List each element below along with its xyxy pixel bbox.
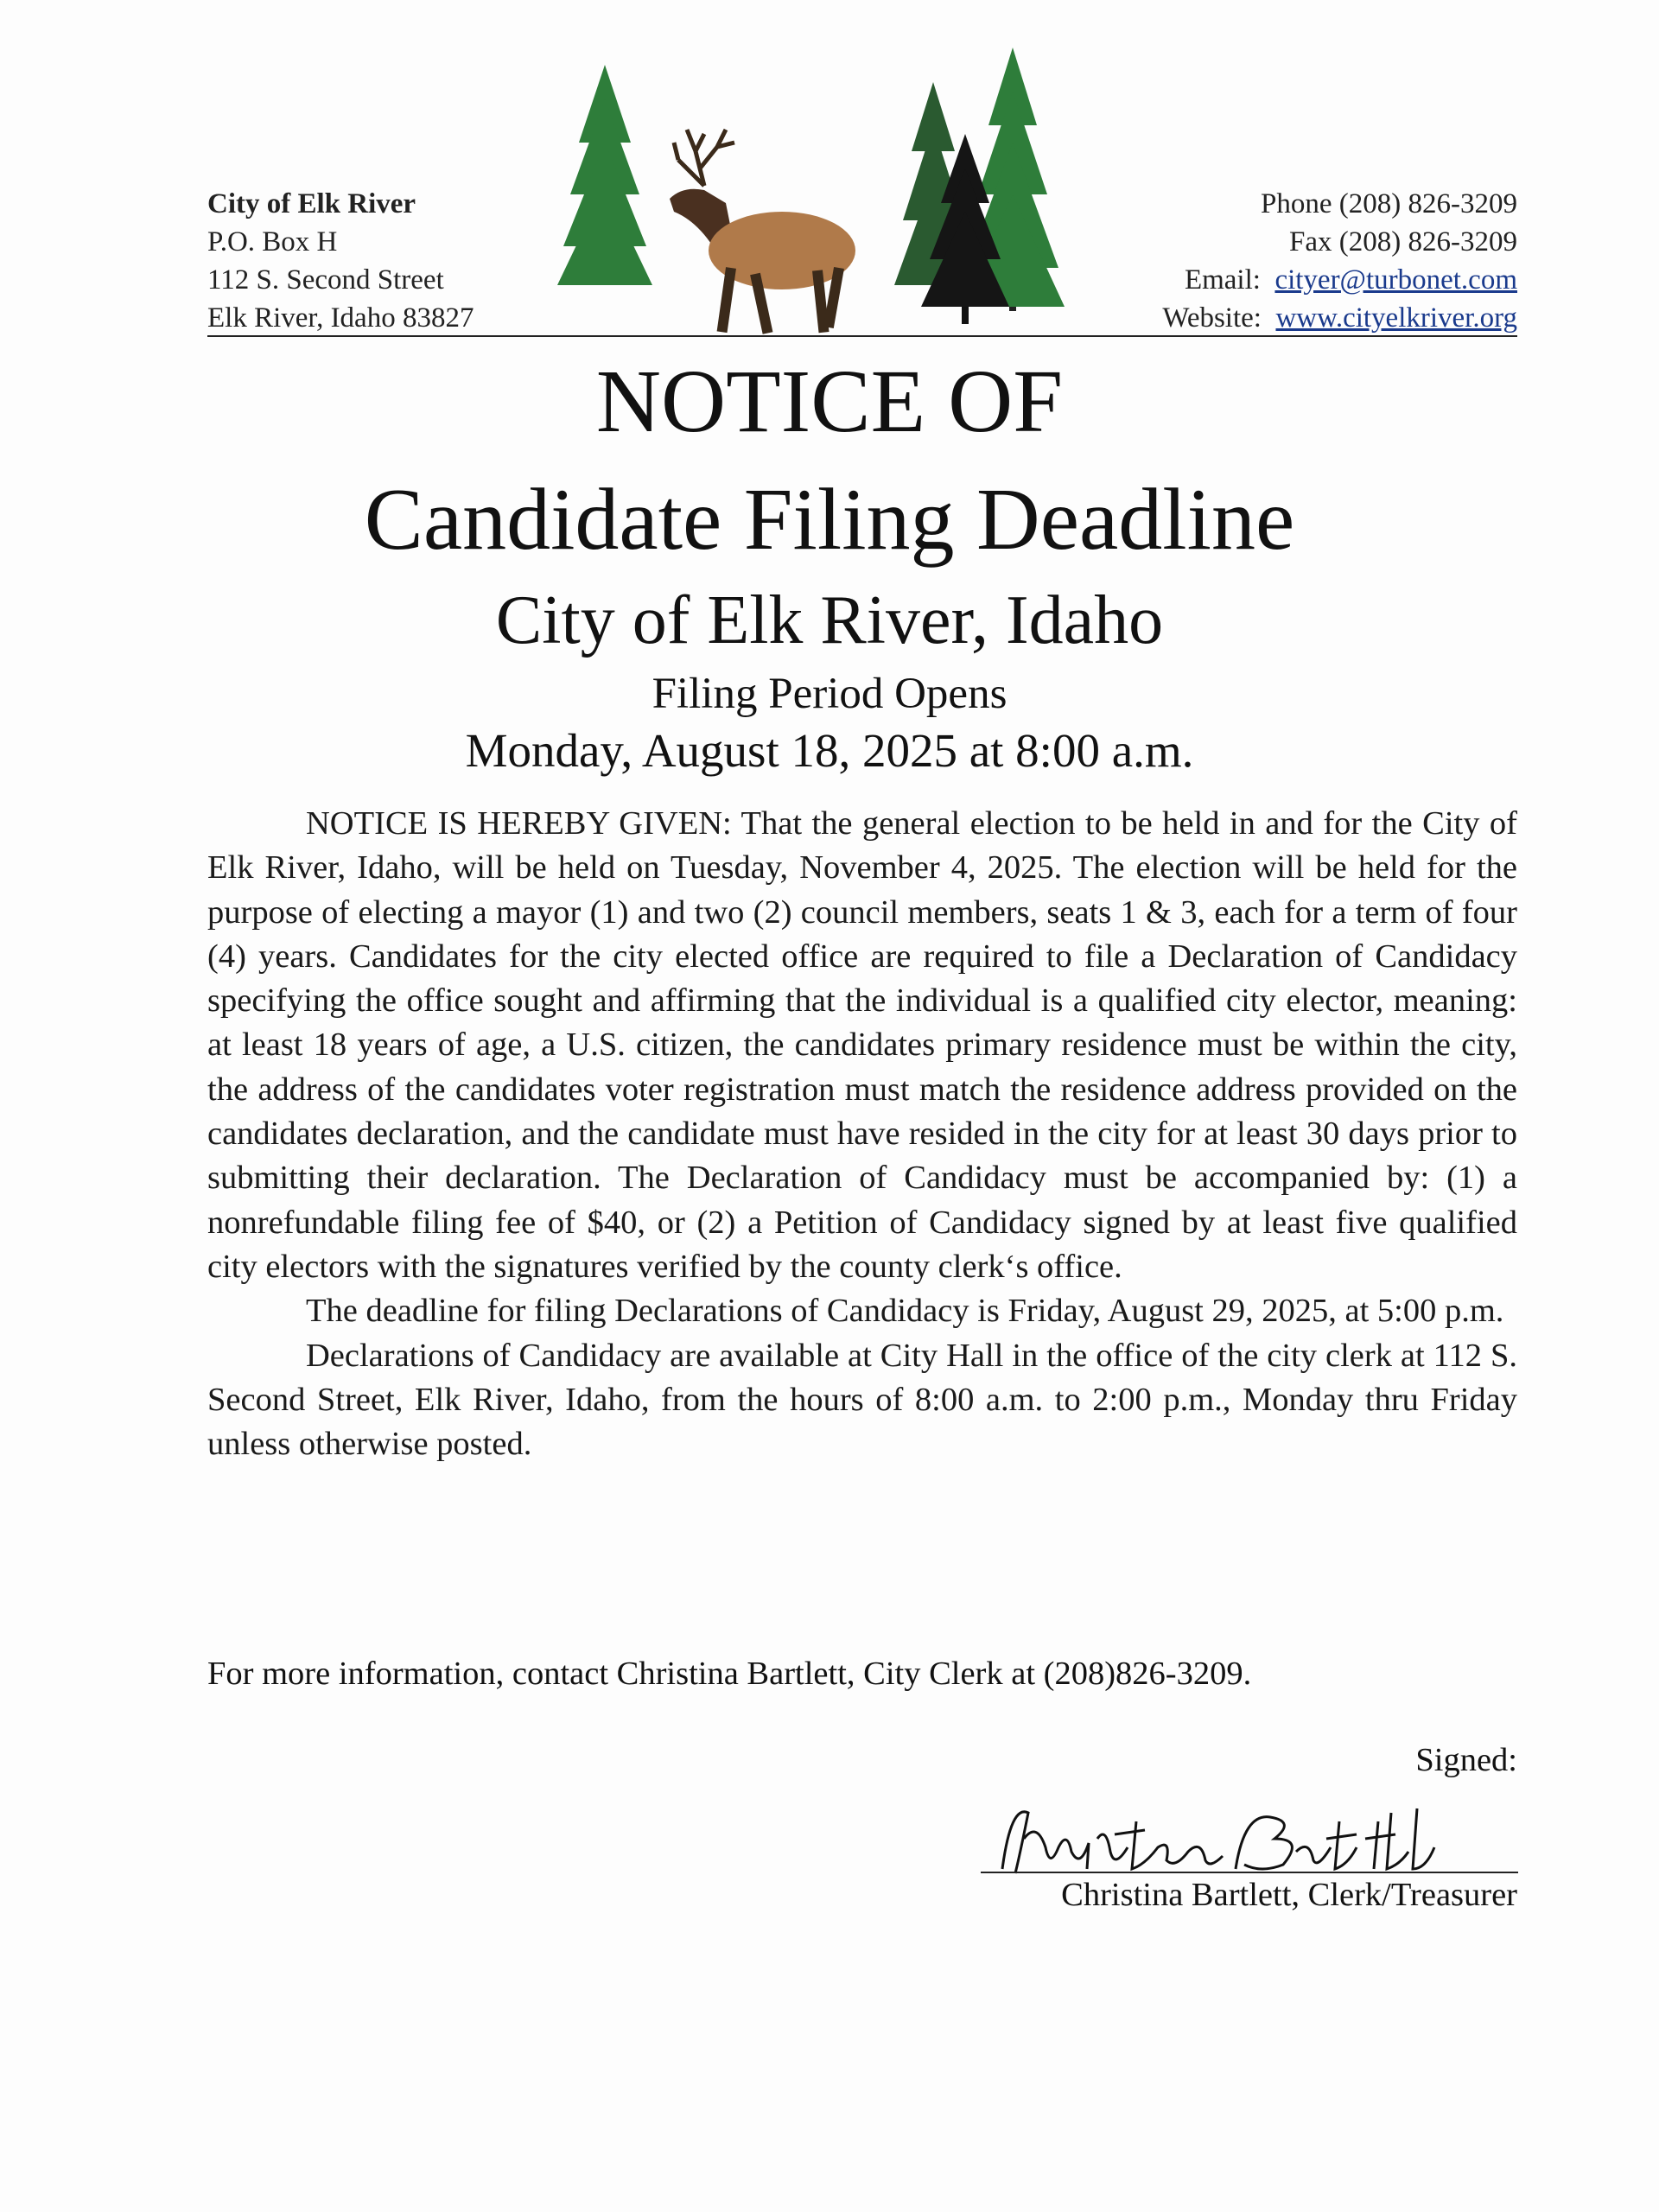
email-link[interactable]: cityer@turbonet.com bbox=[1274, 264, 1517, 296]
city-heading: City of Elk River, Idaho bbox=[495, 582, 1164, 658]
website-line bbox=[1162, 299, 1517, 337]
filing-open-date: Monday, August 18, 2025 at 8:00 a.m. bbox=[465, 724, 1194, 777]
email-line bbox=[1162, 261, 1517, 299]
po-box: P.O. Box H bbox=[207, 226, 338, 257]
contact-block bbox=[1162, 185, 1517, 337]
paragraph-availability: Declarations of Candidacy are available at City Hall in the office of the city clerk at 112 S. Second Street, Elk River, Idaho, from the hours of 8:00 a.m. to 2:00 p.m., Monday thru Friday unless otherwise posted. bbox=[207, 1337, 1517, 1463]
website-label: Website: bbox=[1162, 302, 1262, 334]
city-state-zip: Elk River, Idaho 83827 bbox=[207, 302, 474, 334]
paragraph-election: NOTICE IS HEREBY GIVEN: That the general election to be held in and for the City of Elk River, Idaho, will be held on Tuesday, November 4, 2025. The election will be held for the purpose of electing a mayor (1) and two (2) council members, seats 1 & 3, each for a term of four (4) years. Candidates for the city elected office are required to file a Declaration of Candidacy specifying the office sought and affirming that the individual is a qualified city elector, meaning: at least 18 years of age, a U.S. citizen, the candidates primary residence must be within the city, the address of the candidates voter registration must match the residence address provided on the candidates declaration, and the candidate must have resided in the city for at least 30 days prior to submitting their declaration. The Declaration of Candidacy must be accompanied by: (1) a nonrefundable filing fee of $40, or (2) a Petition of Candidacy signed by at least five qualified city electors with the signatures verified by the county clerk‘s office. bbox=[207, 805, 1517, 1285]
fax: Fax (208) 826-3209 bbox=[1289, 226, 1517, 257]
paragraph-deadline: The deadline for filing Declarations of Candidacy is Friday, August 29, 2025, at 5:00 p.m. bbox=[306, 1293, 1504, 1330]
more-info: For more information, contact Christina Bartlett, City Clerk at (208)826-3209. bbox=[207, 1656, 1252, 1692]
org-name: City of Elk River bbox=[207, 188, 416, 219]
phone: Phone (208) 826-3209 bbox=[1261, 188, 1517, 219]
letterhead bbox=[207, 173, 1517, 337]
email-label: Email: bbox=[1184, 264, 1261, 296]
filing-period-heading: Filing Period Opens bbox=[652, 670, 1007, 718]
address-block bbox=[207, 185, 474, 337]
signer-name: Christina Bartlett, Clerk/Treasurer bbox=[1061, 1877, 1517, 1913]
notice-title: NOTICE OF bbox=[595, 352, 1064, 451]
website-link[interactable]: www.cityelkriver.org bbox=[1275, 302, 1517, 334]
notice-body bbox=[207, 802, 1517, 1466]
street-address: 112 S. Second Street bbox=[207, 264, 444, 296]
signed-label: Signed: bbox=[1415, 1742, 1517, 1778]
notice-subtitle: Candidate Filing Deadline bbox=[364, 471, 1295, 569]
